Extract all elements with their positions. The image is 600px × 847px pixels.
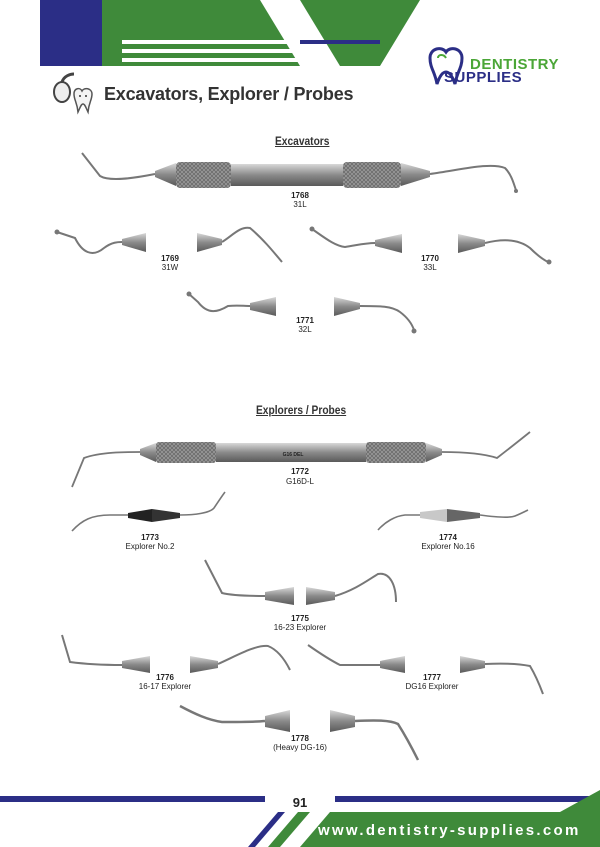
website-url[interactable]: www.dentistry-supplies.com (318, 822, 581, 839)
handle-engraving: G16 DEL (282, 452, 304, 458)
product-1771-code: 1771 (296, 316, 314, 325)
product-1769-name: 31W (161, 263, 179, 272)
brand-line2: SUPPLIES (444, 69, 523, 86)
product-1776-code: 1776 (156, 673, 174, 682)
product-1777-name: DG16 Explorer (405, 682, 459, 691)
product-1771-name: 32L (298, 325, 312, 334)
product-1774-code: 1774 (439, 533, 457, 542)
product-1777-code: 1777 (423, 673, 441, 682)
product-1778-code: 1778 (291, 734, 309, 743)
page-title: Excavators, Explorer / Probes (104, 84, 354, 104)
section-title-excavators: Excavators (275, 134, 330, 148)
product-1778-name: (Heavy DG-16) (273, 743, 327, 752)
product-1769-code: 1769 (161, 254, 179, 263)
product-1776-name: 16-17 Explorer (138, 682, 192, 691)
product-1770-name: 33L (423, 263, 437, 272)
product-1772-code: 1772 (291, 467, 309, 476)
product-1775-code: 1775 (291, 614, 309, 623)
product-1770-code: 1770 (421, 254, 439, 263)
product-1773-name: Explorer No.2 (125, 542, 175, 551)
product-1772-name: G16D-L (285, 477, 314, 486)
brand-line1: DENTISTRY (470, 56, 559, 73)
product-1774-name: Explorer No.16 (421, 542, 475, 551)
product-1768-code: 1768 (291, 191, 309, 200)
product-1773-code: 1773 (141, 533, 159, 542)
product-1775-name: 16-23 Explorer (273, 623, 327, 632)
section-title-explorers: Explorers / Probes (256, 403, 347, 417)
page-number: 91 (292, 795, 308, 810)
product-1768-name: 31L (293, 200, 307, 209)
